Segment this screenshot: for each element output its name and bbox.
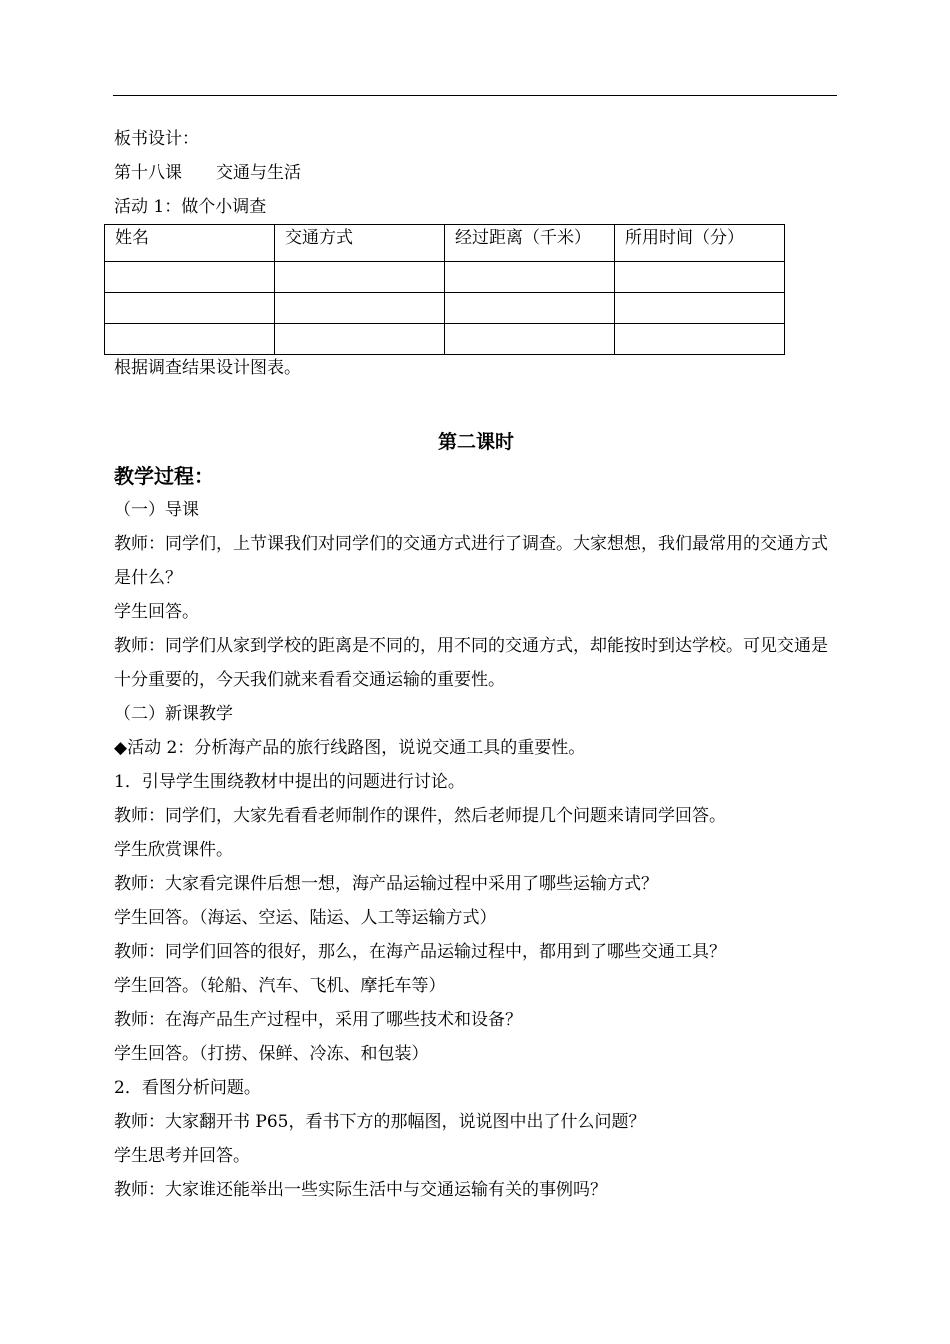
body-paragraph: 教师：同学们从家到学校的距离是不同的，用不同的交通方式，却能按时到达学校。可见交通是十分重要的，今天我们就来看看交通运输的重要性。 [114, 636, 828, 690]
body-line: 教师：大家翻开书 P65，看书下方的那幅图，说说图中出了什么问题？ [114, 1112, 646, 1132]
table-row [105, 262, 785, 293]
board-heading: 板书设计： [114, 129, 199, 149]
body-line: 学生回答。（打捞、保鲜、冷冻、和包装） [114, 1044, 429, 1064]
survey-table [104, 224, 785, 355]
after-table-note: 根据调查结果设计图表。 [114, 358, 301, 378]
table-cell [445, 293, 615, 324]
table-header-row [105, 225, 785, 262]
body-line: 教师：同学们回答的很好，那么，在海产品运输过程中，都用到了哪些交通工具？ [114, 942, 726, 962]
body-line: 学生欣赏课件。 [114, 840, 233, 860]
table-cell [105, 293, 275, 324]
table-cell [615, 293, 785, 324]
table-cell [275, 324, 445, 355]
lesson-2-title: 第二课时 [437, 431, 514, 453]
body-line: （一）导课 [114, 500, 199, 520]
lesson-number: 第十八课 [114, 163, 182, 183]
table-cell [445, 262, 615, 293]
body-line: 学生回答。（海运、空运、陆运、人工等运输方式） [114, 908, 497, 928]
body-line: 教师：在海产品生产过程中，采用了哪些技术和设备？ [114, 1010, 522, 1030]
body-line: 教师：大家看完课件后想一想，海产品运输过程中采用了哪些运输方式？ [114, 874, 658, 894]
body-line: 学生回答。（轮船、汽车、飞机、摩托车等） [114, 976, 446, 996]
table-cell [445, 324, 615, 355]
column-header: 交通方式 [275, 225, 445, 262]
body-line: 教师：同学们，大家先看看老师制作的课件，然后老师提几个问题来请同学回答。 [114, 806, 726, 826]
body-line: （二）新课教学 [114, 704, 233, 724]
lesson-heading [114, 156, 838, 190]
header-rule [113, 95, 837, 96]
table-row [105, 324, 785, 355]
process-title: 教学过程： [114, 464, 214, 488]
body-line: 学生回答。 [114, 602, 199, 622]
table-cell [615, 262, 785, 293]
column-header: 姓名 [105, 225, 275, 262]
activity-1: 活动 1：做个小调查 [114, 197, 267, 217]
activity-2: ◆活动 2：分析海产品的旅行线路图，说说交通工具的重要性。 [114, 738, 586, 758]
body-line: 1．引导学生围绕教材中提出的问题进行讨论。 [114, 772, 465, 792]
page-content [114, 122, 838, 1207]
body-line: 教师：大家谁还能举出一些实际生活中与交通运输有关的事例吗？ [114, 1180, 607, 1200]
column-header: 经过距离（千米） [445, 225, 615, 262]
table-cell [615, 324, 785, 355]
table-row [105, 293, 785, 324]
column-header: 所用时间（分） [615, 225, 785, 262]
body-paragraph: 教师：同学们，上节课我们对同学们的交通方式进行了调查。大家想想，我们最常用的交通方式是什么？ [114, 534, 828, 588]
table-cell [275, 293, 445, 324]
lesson-name: 交通与生活 [216, 163, 301, 183]
table-cell [275, 262, 445, 293]
body-line: 学生思考并回答。 [114, 1146, 250, 1166]
table-cell [105, 262, 275, 293]
table-cell [105, 324, 275, 355]
body-line: 2．看图分析问题。 [114, 1078, 261, 1098]
